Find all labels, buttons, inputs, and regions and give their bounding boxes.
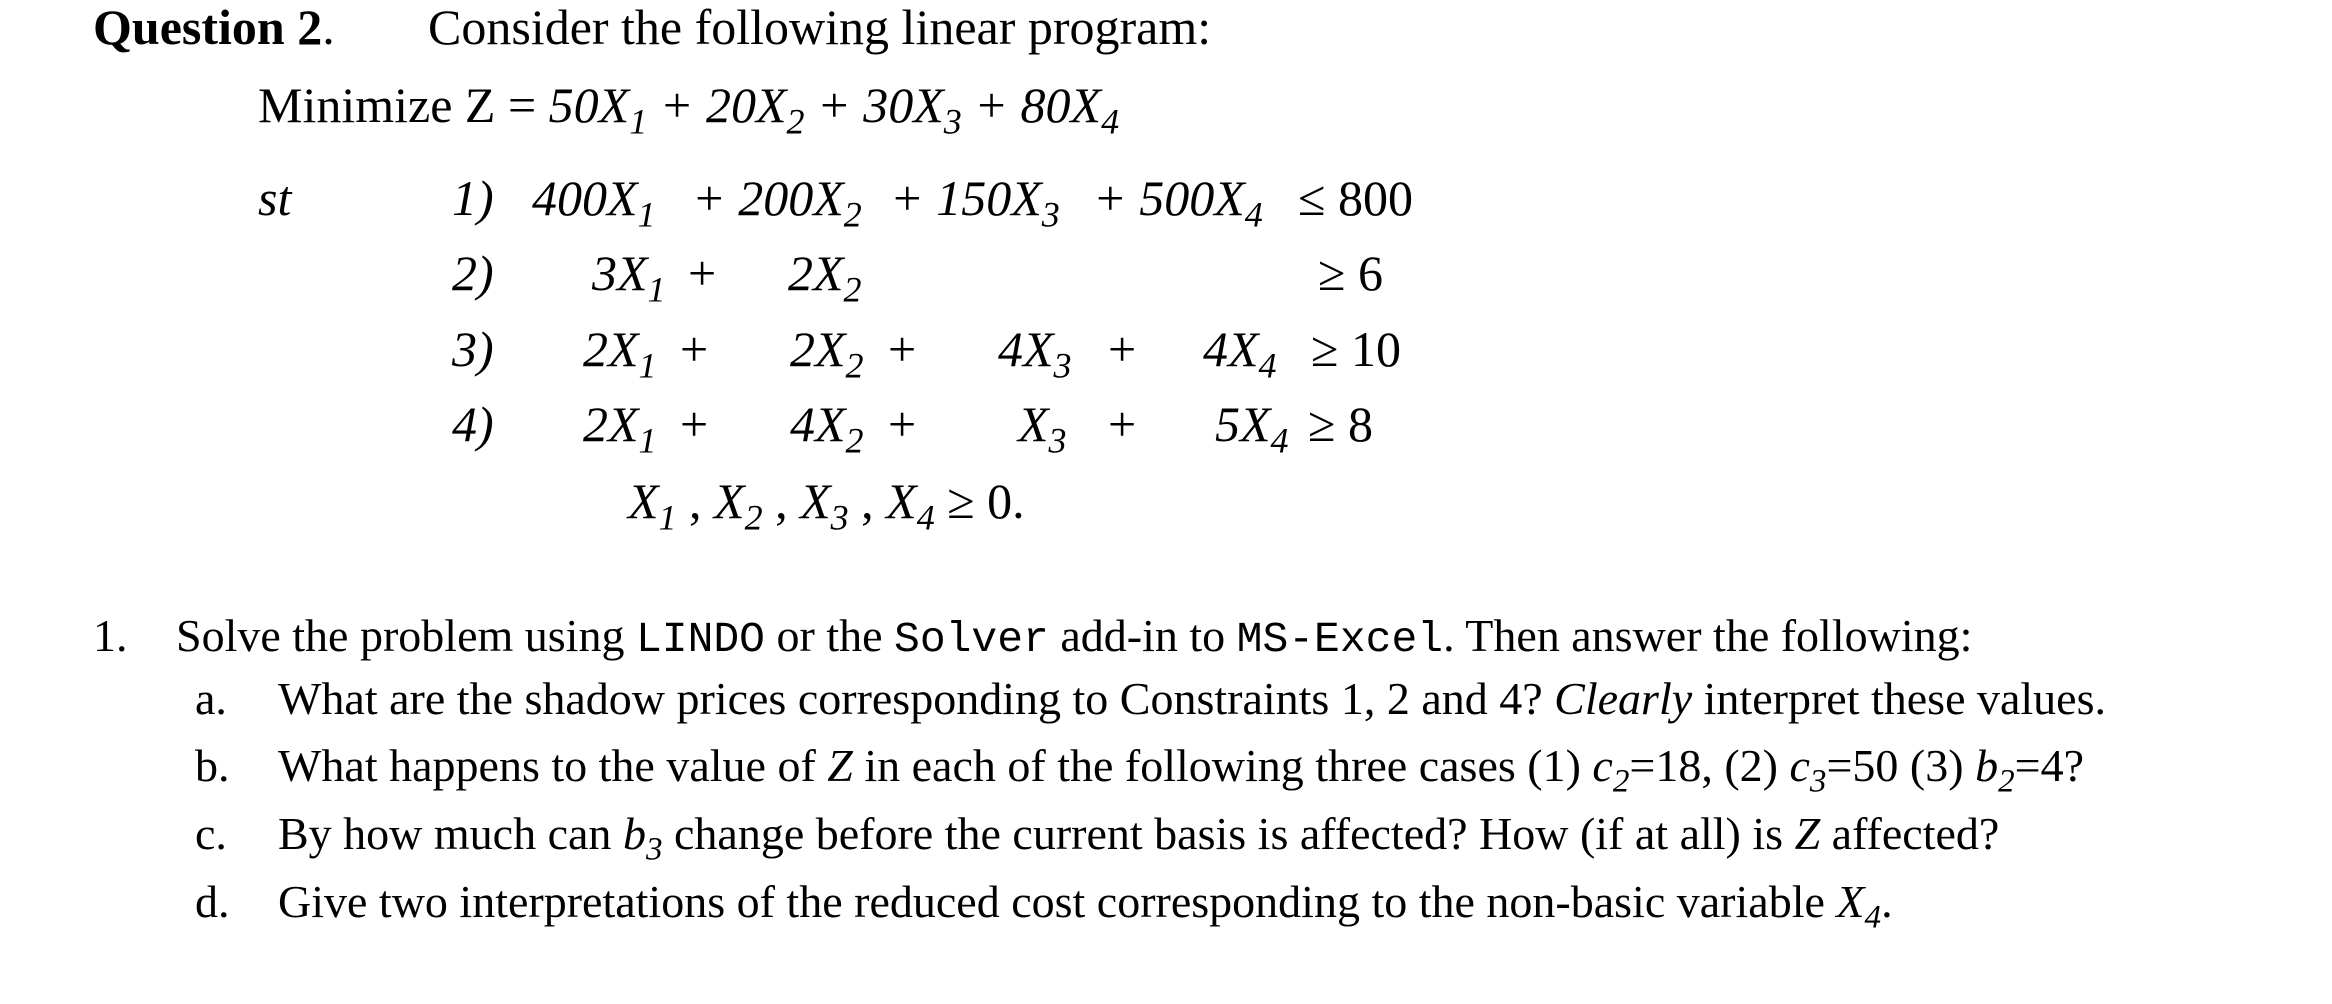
constraint-number: 4): [452, 396, 494, 452]
constraint-term: $2X_2$: [788, 245, 862, 310]
objective-term-1: $50X_1$: [548, 77, 648, 142]
constraint-term: + $200X_2$: [692, 170, 862, 235]
constraint-operator: +: [688, 245, 717, 301]
question-label: Question 2: [93, 0, 323, 55]
constraint-number: 3): [452, 321, 494, 377]
question-period: .: [322, 0, 335, 55]
excel-software: MS-Excel: [1236, 615, 1444, 664]
constraint-operator: +: [680, 396, 709, 452]
lindo-software: LINDO: [635, 615, 765, 664]
constraint-term: $2X_1$: [583, 396, 657, 461]
item-a-text: What are the shadow prices corresponding to Constraints 1, 2 and 4? Clearly interpret these values.: [278, 673, 2106, 724]
item-letter-a: a.: [195, 673, 227, 724]
constraint-term: $4X_2$: [790, 396, 864, 461]
nonnegativity-constraint: $X_1$ , $X_2$ , $X_3$ , $X_4 \ge 0$.: [628, 473, 1025, 538]
item-d-text: Give two interpretations of the reduced cost corresponding to the non-basic variable $X_4$.: [278, 876, 1893, 936]
item-letter-b: b.: [195, 740, 230, 791]
constraint-term: + $500X_4$: [1093, 170, 1263, 235]
objective-term-2: + $20X_2$: [659, 77, 805, 142]
constraint-operator: +: [888, 396, 917, 452]
objective-function: [258, 77, 1120, 142]
item-letter-c: c.: [195, 808, 227, 859]
constraint-operator: +: [680, 321, 709, 377]
constraint-operator: +: [888, 321, 917, 377]
constraint-term: $5X_4$: [1215, 396, 1289, 461]
subject-to-label: st: [258, 170, 292, 226]
constraint-term: $400X_1$: [532, 170, 656, 235]
item-c-text: By how much can $b_3$ change before the current basis is affected? How (if at all) is Z affected?: [278, 808, 2000, 868]
objective-term-3: + $30X_3$: [817, 77, 962, 142]
item-number-1: 1.: [93, 610, 128, 661]
constraint-rhs: ≥ 6: [1318, 245, 1383, 301]
question-intro: Consider the following linear program:: [428, 0, 1212, 55]
constraint-rhs: ≥ 8: [1308, 396, 1373, 452]
constraint-term: $3X_1$: [592, 245, 666, 310]
item-b-text: What happens to the value of Z in each of the following three cases (1) $c_2=18$, (2) $c_3=50$ (3) $b_2=4$?: [278, 740, 2084, 800]
constraint-rhs: ≤ 800: [1298, 170, 1413, 226]
question-header: [93, 0, 335, 55]
constraint-rhs: ≥ 10: [1311, 321, 1401, 377]
constraint-term: $2X_2$: [790, 321, 864, 386]
item-letter-d: d.: [195, 876, 230, 927]
constraint-term: + $150X_3$: [890, 170, 1060, 235]
constraint-term: $4X_3$: [998, 321, 1072, 386]
constraint-term: $2X_1$: [583, 321, 657, 386]
item-1-text: Solve the problem using LINDO or the Solver add-in to MS-Excel. Then answer the following:: [176, 610, 1973, 664]
solver-software: Solver: [894, 615, 1049, 664]
constraint-number: 1): [452, 170, 494, 226]
constraint-number: 2): [452, 245, 494, 301]
objective-prefix: Minimize Z =: [258, 77, 537, 133]
constraint-term: $4X_4$: [1203, 321, 1277, 386]
constraint-operator: +: [1108, 396, 1137, 452]
objective-term-4: + $80X_4$: [974, 77, 1120, 142]
constraint-term: $X_3$: [1018, 396, 1067, 461]
constraint-operator: +: [1108, 321, 1137, 377]
